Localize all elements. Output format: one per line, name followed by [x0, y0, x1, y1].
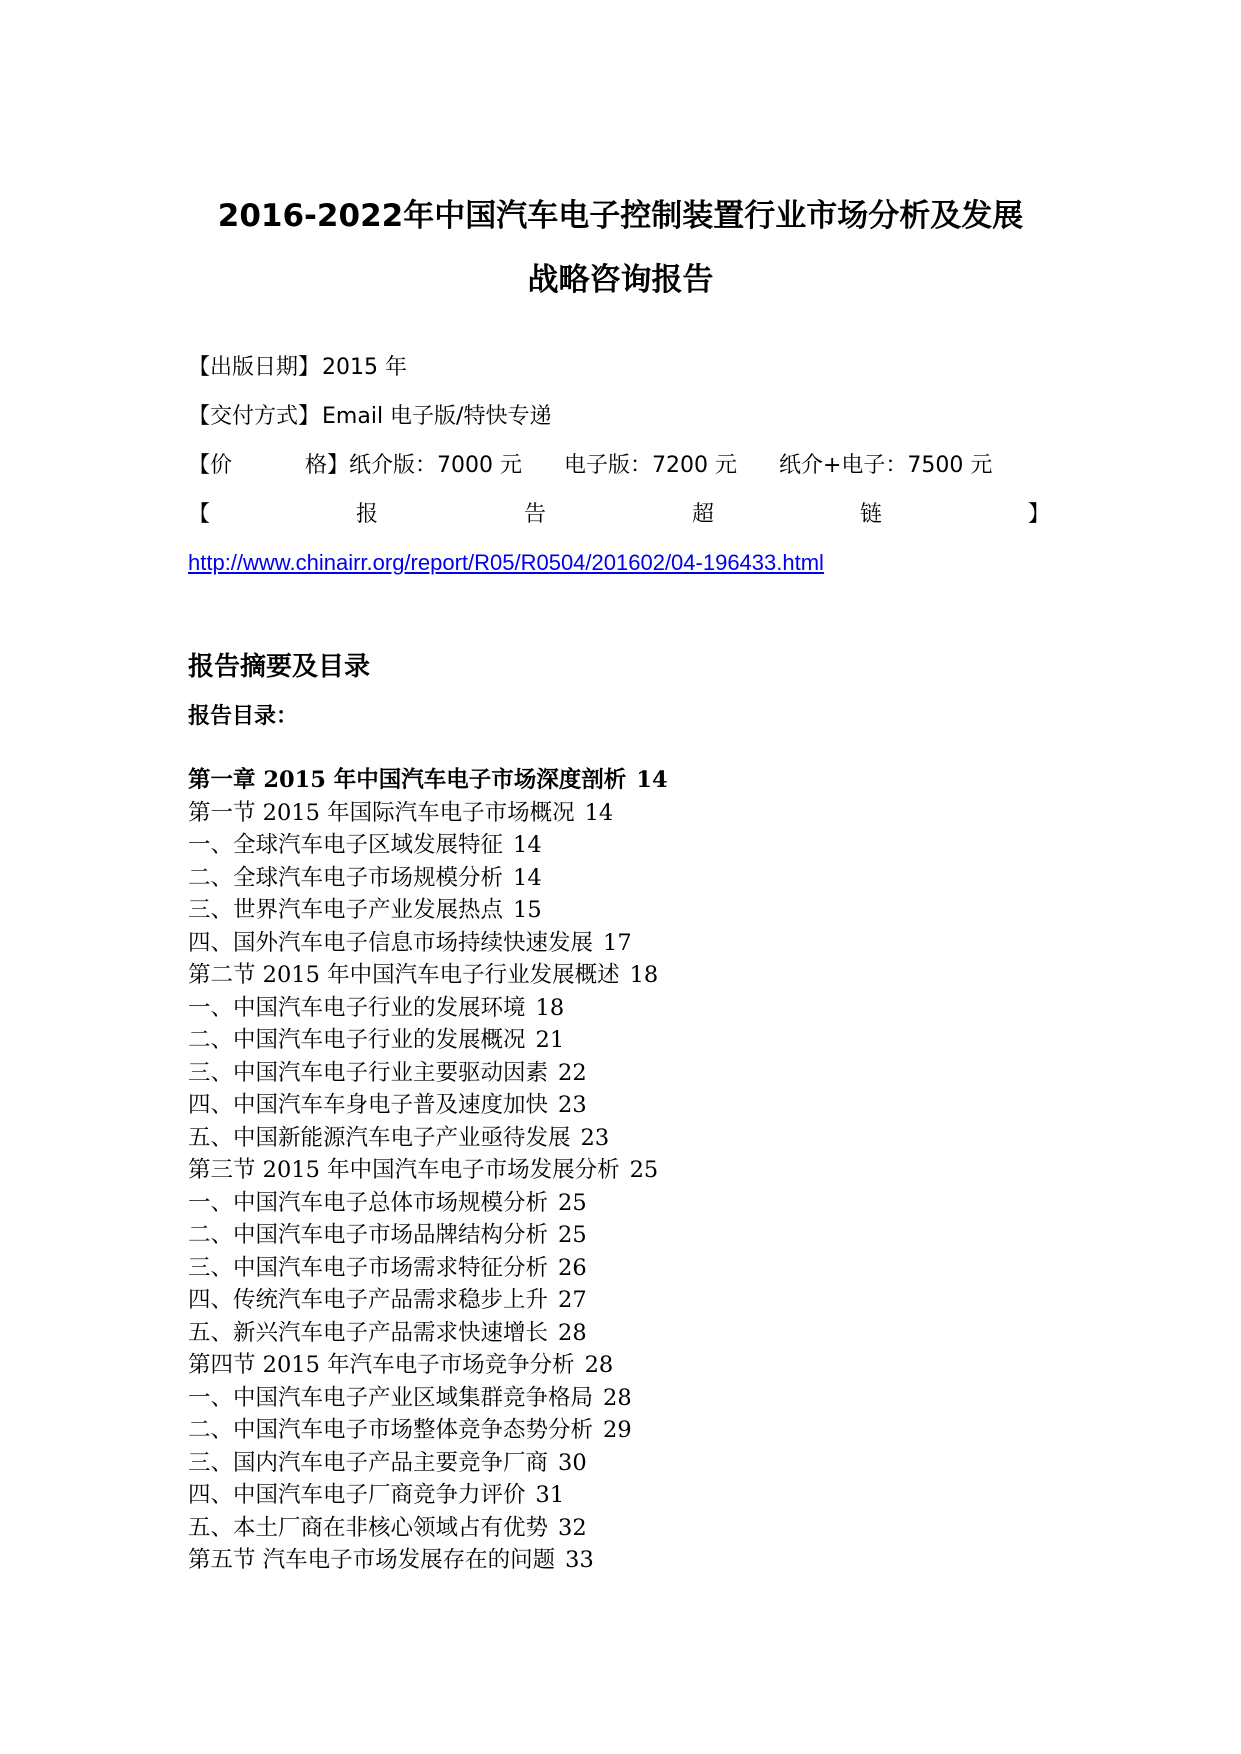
toc-page-number: 21: [535, 1027, 565, 1053]
toc-item: [188, 1057, 668, 1090]
toc-item-text: 四、传统汽车电子产品需求稳步上升: [188, 1287, 549, 1313]
toc-item: [188, 1512, 668, 1545]
publish-date-label: 【出版日期】: [188, 355, 321, 380]
toc-item: [188, 992, 668, 1025]
toc-page-number: 14: [513, 864, 542, 891]
section-title: 报告摘要及目录: [188, 652, 371, 682]
toc-item: [188, 1382, 668, 1415]
toc-item-text: 第一节 2015 年国际汽车电子市场概况: [188, 799, 575, 826]
toc-chapter: [188, 764, 668, 797]
toc-page-number: 28: [603, 1384, 632, 1411]
toc-page-number: 14: [513, 832, 542, 858]
toc-item-text: 二、中国汽车电子行业的发展概况: [188, 1027, 526, 1053]
toc-item-text: 二、中国汽车电子市场整体竞争态势分析: [188, 1417, 594, 1443]
toc-page-number: 29: [603, 1417, 632, 1443]
toc-item-text: 第一章 2015 年中国汽车电子市场深度剖析: [188, 767, 627, 793]
report-link-label-row: [188, 500, 1050, 530]
link-label-char: 链: [859, 502, 882, 527]
toc-page-number: 23: [580, 1124, 610, 1151]
toc-item-text: 第三节 2015 年中国汽车电子市场发展分析: [188, 1157, 620, 1183]
toc-item: [188, 1544, 668, 1577]
toc-item: [188, 959, 668, 992]
toc-item-text: 三、国内汽车电子产品主要竞争厂商: [188, 1449, 549, 1476]
toc-item-text: 五、中国新能源汽车电子产业亟待发展: [188, 1124, 571, 1151]
link-label-char: 报: [355, 502, 378, 527]
toc-page-number: 26: [558, 1254, 587, 1281]
toc-item-text: 四、中国汽车车身电子普及速度加快: [188, 1092, 549, 1118]
toc-page-number: 25: [629, 1157, 659, 1183]
toc-item-text: 四、中国汽车电子厂商竞争力评价: [188, 1482, 526, 1508]
publish-date-row: [188, 353, 407, 383]
toc-item-text: 三、中国汽车电子行业主要驱动因素: [188, 1059, 549, 1086]
toc-item-text: 一、中国汽车电子行业的发展环境: [188, 994, 526, 1021]
toc-item: [188, 829, 668, 862]
delivery-method-label: 【交付方式】: [188, 404, 321, 429]
toc-item: [188, 797, 668, 830]
toc-page-number: 25: [558, 1222, 587, 1248]
price-label-close: 格】: [305, 453, 350, 478]
toc-item: [188, 927, 668, 960]
toc-item-text: 第五节 汽车电子市场发展存在的问题: [188, 1547, 556, 1573]
toc-page-number: 14: [636, 767, 668, 793]
toc-item-text: 一、全球汽车电子区域发展特征: [188, 832, 504, 858]
publish-date-value: 2015 年: [322, 355, 407, 380]
toc-item: [188, 862, 668, 895]
toc-item: [188, 1187, 668, 1220]
toc-page-number: 22: [558, 1059, 587, 1086]
report-title-line-2: 战略咨询报告: [527, 262, 714, 298]
toc-page-number: 18: [535, 994, 565, 1021]
delivery-method-row: [188, 402, 551, 432]
toc-page-number: 25: [558, 1189, 587, 1216]
toc-item: [188, 1414, 668, 1447]
toc-page-number: 15: [513, 897, 542, 923]
toc-item: [188, 1219, 668, 1252]
toc-page-number: 28: [584, 1352, 614, 1378]
toc-page-number: 23: [558, 1092, 587, 1118]
toc-page-number: 31: [535, 1482, 565, 1508]
toc-page-number: 14: [584, 799, 614, 826]
price-electronic: 电子版：7200 元: [564, 453, 737, 478]
toc-item-text: 二、中国汽车电子市场品牌结构分析: [188, 1222, 549, 1248]
toc-item: [188, 894, 668, 927]
toc-page-number: 18: [629, 962, 659, 988]
toc-item: [188, 1349, 668, 1382]
toc-item-text: 三、中国汽车电子市场需求特征分析: [188, 1254, 549, 1281]
toc-page-number: 28: [558, 1319, 587, 1346]
toc-page-number: 27: [558, 1287, 587, 1313]
toc-item: [188, 1252, 668, 1285]
toc-item: [188, 1479, 668, 1512]
toc-item-text: 五、新兴汽车电子产品需求快速增长: [188, 1319, 549, 1346]
toc-item-text: 第四节 2015 年汽车电子市场竞争分析: [188, 1352, 575, 1378]
toc-item: [188, 1024, 668, 1057]
report-url-link[interactable]: http://www.chinairr.org/report/R05/R0504/201602/04-196433.html: [188, 550, 824, 575]
link-label-char: 】: [1027, 502, 1050, 527]
delivery-method-value: Email 电子版/特快专递: [322, 404, 552, 429]
price-row: [188, 451, 992, 481]
link-label-char: 告: [523, 502, 546, 527]
toc-item: [188, 1122, 668, 1155]
link-label-char: 超: [691, 502, 714, 527]
toc-item: [188, 1284, 668, 1317]
toc-page-number: 30: [558, 1449, 587, 1476]
table-of-contents: [188, 764, 668, 1577]
toc-page-number: 33: [565, 1547, 594, 1573]
price-label-open: 【价: [188, 453, 233, 478]
report-title-line-1: 2016-2022年中国汽车电子控制装置行业市场分析及发展: [217, 198, 1024, 234]
toc-item-text: 四、国外汽车电子信息市场持续快速发展: [188, 929, 594, 956]
link-label-char: 【: [188, 502, 211, 527]
toc-item-text: 第二节 2015 年中国汽车电子行业发展概述: [188, 962, 620, 988]
toc-item-text: 二、全球汽车电子市场规模分析: [188, 864, 504, 891]
toc-item-text: 一、中国汽车电子总体市场规模分析: [188, 1189, 549, 1216]
toc-item: [188, 1154, 668, 1187]
price-paper: 纸介版：7000 元: [349, 453, 523, 478]
toc-page-number: 32: [558, 1514, 587, 1541]
toc-item-text: 五、本土厂商在非核心领域占有优势: [188, 1514, 549, 1541]
price-both: 纸介+电子：7500 元: [779, 453, 993, 478]
toc-item: [188, 1317, 668, 1350]
toc-item: [188, 1089, 668, 1122]
toc-item-text: 一、中国汽车电子产业区域集群竞争格局: [188, 1384, 594, 1411]
toc-page-number: 17: [603, 929, 632, 956]
toc-item-text: 三、世界汽车电子产业发展热点: [188, 897, 504, 923]
toc-label: 报告目录：: [188, 704, 299, 729]
toc-item: [188, 1447, 668, 1480]
